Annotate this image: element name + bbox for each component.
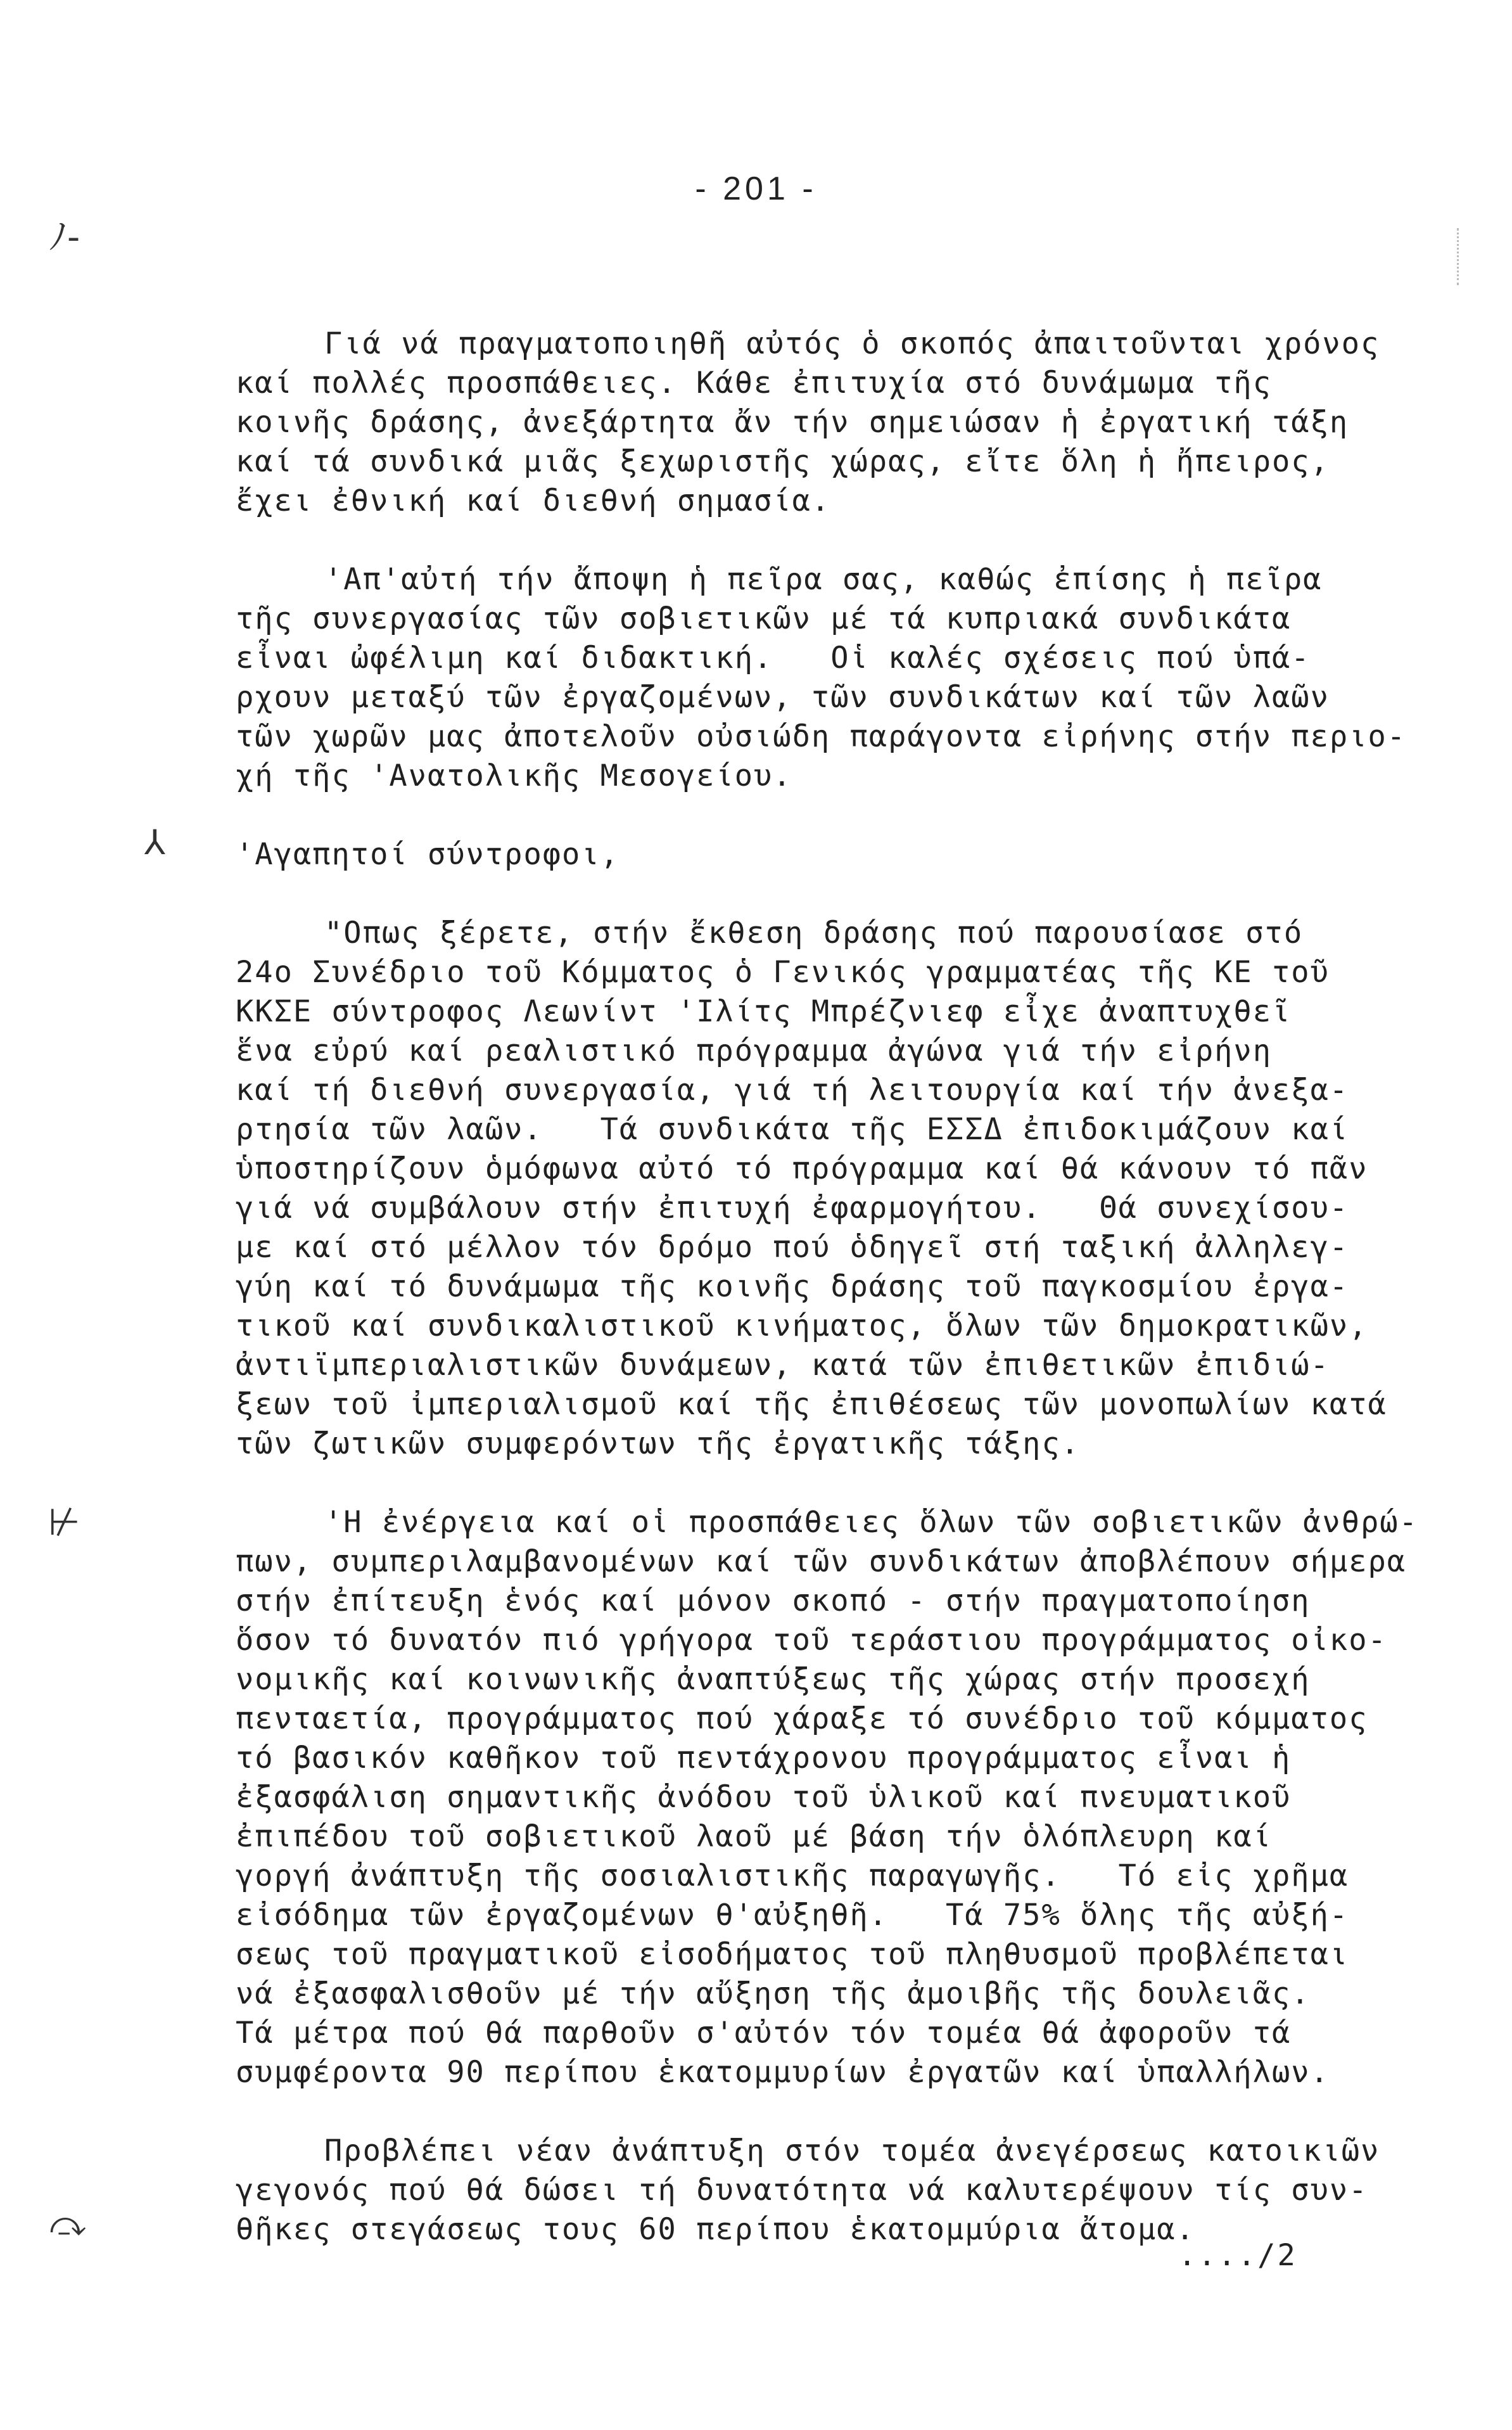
text-line: γιά νά συμβάλουν στήν ἐπιτυχή ἐφαρμογήτου. Θά συνεχίσου- xyxy=(236,1191,1349,1225)
text-line: ρτησία τῶν λαῶν. Τά συνδικάτα τῆς ΕΣΣΔ ἐπιδοκιμάζουν καί xyxy=(236,1112,1349,1147)
letter-body xyxy=(236,324,1418,2289)
text-line: 24ο Συνέδριο τοῦ Κόμματος ὁ Γενικός γραμματέας τῆς ΚΕ τοῦ xyxy=(236,955,1330,990)
text-line: χή τῆς 'Ανατολικῆς Μεσογείου. xyxy=(236,758,792,793)
text-line: 'Αγαπητοί σύντροφοι, xyxy=(236,837,619,872)
text-line: εἰσόδημα τῶν ἐργαζομένων θ'αὐξηθῆ. Τά 75% ὅλης τῆς αὐξή- xyxy=(236,1898,1349,1933)
text-line: "Οπως ξέρετε, στήν ἔκθεση δράσης πού παρουσίασε στό xyxy=(324,916,1304,950)
paragraph xyxy=(236,914,1414,1464)
text-line: καί τά συνδικά μιᾶς ξεχωριστῆς χώρας, εἴτε ὅλη ἡ ἤπειρος, xyxy=(236,444,1330,479)
paragraph xyxy=(236,2132,1414,2249)
text-line: κοινῆς δράσης, ἀνεξάρτητα ἄν τήν σημειώσαν ἡ ἐργατική τάξη xyxy=(236,405,1349,440)
page-number: - 201 - xyxy=(695,170,817,207)
text-line: πων, συμπεριλαμβανομένων καί τῶν συνδικάτων ἀποβλέπουν σήμερα xyxy=(236,1544,1407,1579)
text-line: τό βασικόν καθῆκον τοῦ πεντάχρονου προγράμματος εἶναι ἡ xyxy=(236,1741,1292,1775)
text-line: γοργή ἀνάπτυξη τῆς σοσιαλιστικῆς παραγωγῆς. Τό εἰς χρῆμα xyxy=(236,1858,1349,1893)
text-line: εἶναι ὠφέλιμη καί διδακτική. Οἱ καλές σχέσεις πού ὑπά- xyxy=(236,641,1311,675)
paragraph xyxy=(236,560,1414,796)
text-line: τικοῦ καί συνδικαλιστικοῦ κινήματος, ὅλων τῶν δημοκρατικῶν, xyxy=(236,1308,1368,1343)
text-line: με καί στό μέλλον τόν δρόμο πού ὁδηγεῖ στή ταξική ἀλληλεγ- xyxy=(236,1230,1349,1265)
text-line: πενταετία, προγράμματος πού χάραξε τό συνέδριο τοῦ κόμματος xyxy=(236,1701,1368,1736)
text-line: ξεων τοῦ ἰμπεριαλισμοῦ καί τῆς ἐπιθέσεως τῶν μονοπωλίων κατά xyxy=(236,1387,1387,1422)
paragraph xyxy=(236,1503,1418,2092)
text-line: ἐξασφάλιση σημαντικῆς ἀνόδου τοῦ ὑλικοῦ καί πνευματικοῦ xyxy=(236,1780,1292,1815)
text-line: γύη καί τό δυνάμωμα τῆς κοινῆς δράσης τοῦ παγκοσμίου ἐργα- xyxy=(236,1269,1349,1304)
margin-mark: ⊬ xyxy=(48,1500,80,1544)
continuation-marker: ..../2 xyxy=(1178,2238,1297,2273)
text-line: τῆς συνεργασίας τῶν σοβιετικῶν μέ τά κυπριακά συνδικάτα xyxy=(236,601,1292,636)
scan-edge-dots xyxy=(1457,228,1461,285)
text-line: ΚΚΣΕ σύντροφος Λεωνίντ 'Ιλίτς Μπρέζνιεφ εἶχε ἀναπτυχθεῖ xyxy=(236,994,1292,1029)
text-line: Γιά νά πραγματοποιηθῆ αὐτός ὁ σκοπός ἀπαιτοῦνται χρόνος xyxy=(324,326,1380,361)
margin-mark: ⤼ xyxy=(49,2204,86,2244)
text-line: ἕνα εὐρύ καί ρεαλιστικό πρόγραμμα ἀγώνα γιά τήν εἰρήνη xyxy=(236,1033,1273,1068)
paragraph xyxy=(236,324,1414,521)
text-line: νομικῆς καί κοινωνικῆς ἀναπτύξεως τῆς χώρας στήν προσεχή xyxy=(236,1662,1311,1697)
text-line: 'Απ'αὐτή τήν ἄποψη ἡ πεῖρα σας, καθώς ἐπίσης ἡ πεῖρα xyxy=(324,562,1323,597)
salutation xyxy=(236,835,1414,874)
text-line: συμφέροντα 90 περίπου ἑκατομμυρίων ἐργατῶν καί ὑπαλλήλων. xyxy=(236,2055,1330,2090)
text-line: σεως τοῦ πραγματικοῦ εἰσοδήματος τοῦ πληθυσμοῦ προβλέπεται xyxy=(236,1937,1349,1972)
text-line: καί πολλές προσπάθειες. Κάθε ἐπιτυχία στό δυνάμωμα τῆς xyxy=(236,366,1273,400)
text-line: νά ἐξασφαλισθοῦν μέ τήν αὔξηση τῆς ἀμοιβῆς τῆς δουλειᾶς. xyxy=(236,1976,1311,2011)
text-line: στήν ἐπίτευξη ἑνός καί μόνον σκοπό - στήν πραγματοποίηση xyxy=(236,1583,1311,1618)
text-line: ὅσον τό δυνατόν πιό γρήγορα τοῦ τεράστιου προγράμματος οἰκο- xyxy=(236,1623,1387,1658)
text-line: ὑποστηρίζουν ὁμόφωνα αὐτό τό πρόγραμμα καί θά κάνουν τό πᾶν xyxy=(236,1151,1368,1186)
text-line: ἔχει ἐθνική καί διεθνή σημασία. xyxy=(236,483,831,518)
text-line: τῶν ζωτικῶν συμφερόντων τῆς ἐργατικῆς τάξης. xyxy=(236,1426,1081,1461)
text-line: τῶν χωρῶν μας ἀποτελοῦν οὐσιώδη παράγοντα εἰρήνης στήν περιο- xyxy=(236,719,1407,754)
margin-mark: ﾉ- xyxy=(49,217,80,258)
text-line: 'Η ἐνέργεια καί οἱ προσπάθειες ὅλων τῶν σοβιετικῶν ἀνθρώ- xyxy=(324,1505,1418,1540)
text-line: ἀντιϊμπεριαλιστικῶν δυνάμεων, κατά τῶν ἐπιθετικῶν ἐπιδιώ- xyxy=(236,1348,1330,1383)
text-line: Τά μέτρα πού θά παρθοῦν σ'αὐτόν τόν τομέα θά ἀφοροῦν τά xyxy=(236,2016,1292,2050)
margin-mark: ⅄ xyxy=(144,822,165,862)
text-line: καί τή διεθνή συνεργασία, γιά τή λειτουργία καί τήν ἀνεξα- xyxy=(236,1073,1349,1108)
text-line: ἐπιπέδου τοῦ σοβιετικοῦ λαοῦ μέ βάση τήν ὁλόπλευρη καί xyxy=(236,1819,1273,1854)
text-line: γεγονός πού θά δώσει τή δυνατότητα νά καλυτερέψουν τίς συν- xyxy=(236,2173,1368,2208)
text-line: ρχουν μεταξύ τῶν ἐργαζομένων, τῶν συνδικάτων καί τῶν λαῶν xyxy=(236,680,1330,715)
text-line: θῆκες στεγάσεως τους 60 περίπου ἑκατομμύρια ἄτομα. xyxy=(236,2212,1195,2247)
text-line: Προβλέπει νέαν ἀνάπτυξη στόν τομέα ἀνεγέρσεως κατοικιῶν xyxy=(324,2133,1380,2168)
